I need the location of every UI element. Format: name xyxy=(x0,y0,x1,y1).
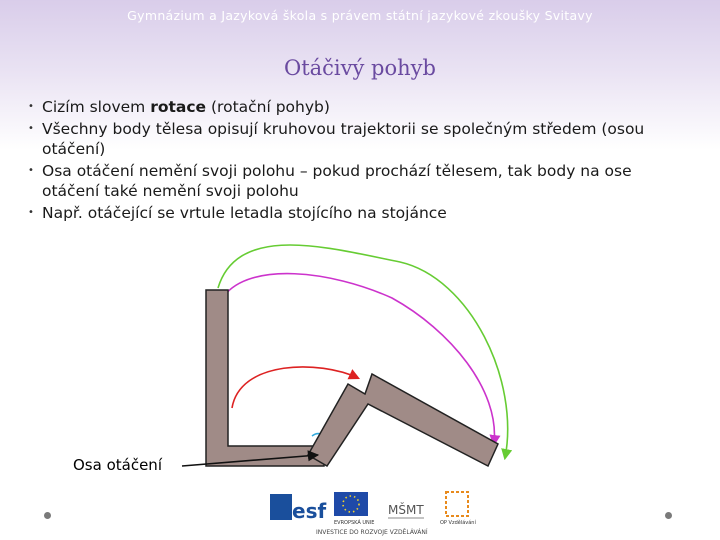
bullet-text: Osa otáčení nemění svoji polohu – pokud prochází tělesem, tak body na ose otáčení také nemění svoji polohu xyxy=(42,162,632,200)
bullet-icon: • xyxy=(28,207,34,218)
op-logo-text: OP Vzdělávání xyxy=(440,520,476,526)
op-logo xyxy=(440,492,476,526)
eu-logo-text: EVROPSKÁ UNIE xyxy=(334,520,375,526)
msmt-logo xyxy=(388,502,424,518)
corner-dot-right xyxy=(665,512,672,519)
bullet-icon: • xyxy=(28,123,34,134)
bullet-text-post: (rotační pohyb) xyxy=(206,98,330,116)
header-institution: Gymnázium a Jazyková škola s právem státní jazykové zkoušky Svitavy xyxy=(127,8,593,23)
bullet-text-pre: Cizím slovem xyxy=(42,98,151,116)
slide-title: Otáčivý pohyb xyxy=(284,56,436,80)
funding-logos xyxy=(268,488,478,536)
bullet-icon: • xyxy=(28,101,34,112)
bullet-icon: • xyxy=(28,165,34,176)
bullet-text-bold: rotace xyxy=(150,98,207,116)
bullet-text: Všechny body tělesa opisují kruhovou trajektorii se společným středem (osou otáčení) xyxy=(42,120,645,158)
msmt-logo-text: MŠMT xyxy=(388,503,424,517)
esf-logo xyxy=(270,494,326,523)
body-rotated xyxy=(308,374,498,466)
eu-flag-logo xyxy=(334,492,374,526)
bullet-text: Např. otáčející se vrtule letadla stojícího na stojánce xyxy=(42,204,447,222)
esf-logo-text: esf xyxy=(292,499,327,523)
corner-dot-left xyxy=(44,512,51,519)
axis-label: Osa otáčení xyxy=(73,456,162,474)
logo-caption: INVESTICE DO ROZVOJE VZDĚLÁVÁNÍ xyxy=(316,529,428,536)
body-initial xyxy=(206,290,324,466)
